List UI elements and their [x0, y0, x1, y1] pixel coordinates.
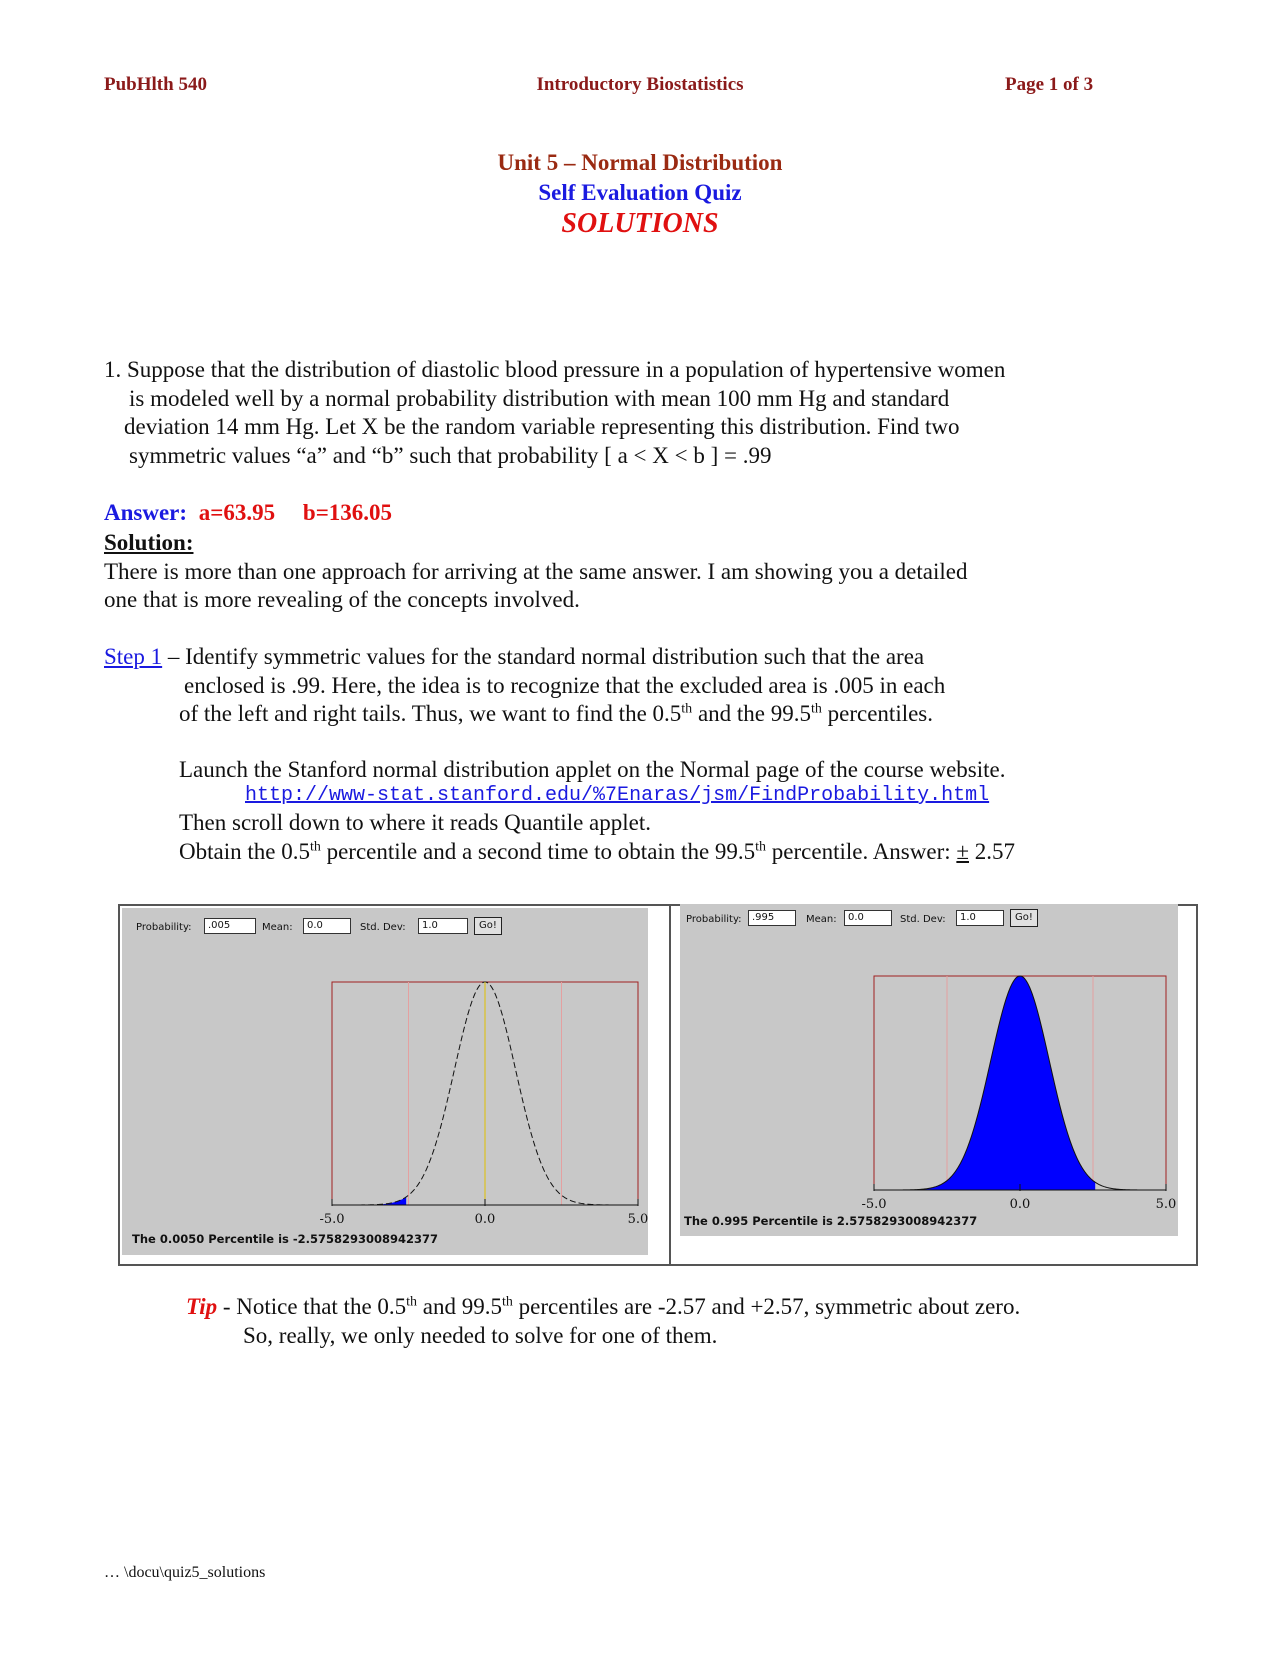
solution	[104, 529, 1204, 615]
mean-label: Mean:	[806, 914, 837, 925]
applet-right-panel	[680, 904, 1178, 1236]
x-tick-label: 0.0	[474, 1212, 496, 1227]
tip-line: Tip - Notice that the 0.5th and 99.5th percentiles are -2.57 and +2.57, symmetric about zero.	[186, 1294, 1021, 1319]
solution-line: There is more than one approach for arriving at the same answer. I am showing you a detailed	[104, 558, 968, 584]
launch-line: Launch the Stanford normal distribution applet on the Normal page of the course website.	[179, 757, 1006, 782]
tip	[186, 1293, 1246, 1350]
x-tick-label: 5.0	[1155, 1197, 1177, 1212]
header-title: Introductory Biostatistics	[536, 74, 744, 95]
obtain-line: Obtain the 0.5th percentile and a second time to obtain the 99.5th percentile. Answer: ± 2.57	[179, 838, 1015, 864]
solutions-title: SOLUTIONS	[561, 208, 719, 239]
step1-line: enclosed is .99. Here, the idea is to recognize that the excluded area is .005 in each	[184, 672, 946, 698]
percentile-result: The 0.0050 Percentile is -2.5758293008942377	[132, 1232, 439, 1246]
right-density-chart	[680, 904, 1178, 1236]
answer-b: b=136.05	[302, 500, 393, 525]
mean-input[interactable]: 0.0	[844, 910, 892, 926]
question-line: is modeled well by a normal probability distribution with mean 100 mm Hg and standard	[129, 385, 950, 411]
solution-line: one that is more revealing of the concepts involved.	[104, 587, 580, 612]
go-button[interactable]: Go!	[474, 917, 502, 935]
question-line: symmetric values “a” and “b” such that probability [ a < X < b ] = .99	[129, 442, 772, 468]
std-dev-input[interactable]: 1.0	[418, 918, 468, 934]
probability-label: Probability:	[686, 914, 742, 925]
probability-input[interactable]: .995	[748, 910, 796, 926]
go-button[interactable]: Go!	[1010, 909, 1038, 927]
question-line: 1. Suppose that the distribution of diastolic blood pressure in a population of hypertensive women	[104, 357, 1006, 382]
x-tick-label: -5.0	[319, 1212, 345, 1227]
launch-instructions	[179, 756, 1239, 785]
x-tick-label: 0.0	[1009, 1197, 1031, 1212]
percentile-result: The 0.995 Percentile is 2.5758293008942377	[684, 1214, 978, 1228]
step1	[104, 643, 1224, 729]
footer-path: … \docu\quiz5_solutions	[104, 1564, 266, 1581]
mean-label: Mean:	[262, 922, 293, 933]
std-dev-input[interactable]: 1.0	[956, 910, 1004, 926]
x-tick-label: 5.0	[627, 1212, 648, 1227]
header-page-number: Page 1 of 3	[1005, 74, 1094, 95]
std-dev-label: Std. Dev:	[360, 922, 406, 933]
scroll-instructions	[179, 809, 1239, 866]
quiz-title: Self Evaluation Quiz	[538, 180, 742, 205]
std-dev-label: Std. Dev:	[900, 914, 946, 925]
solution-heading: Solution:	[104, 530, 194, 555]
tip-label: Tip	[186, 1294, 218, 1319]
step1-link[interactable]: Step 1	[104, 644, 163, 669]
applet-url-link[interactable]: http://www-stat.stanford.edu/%7Enaras/jsm/FindProbability.html	[245, 784, 990, 807]
answer-a: a=63.95	[198, 500, 276, 525]
question	[104, 356, 1204, 470]
mean-input[interactable]: 0.0	[303, 918, 351, 934]
figure-divider	[669, 904, 671, 1266]
answer-line	[104, 500, 392, 526]
shaded-area	[874, 976, 1095, 1190]
shaded-area	[332, 1197, 406, 1205]
x-tick-label: -5.0	[861, 1197, 887, 1212]
step1-line-percentiles: of the left and right tails. Thus, we want to find the 0.5th and the 99.5th percentiles.	[179, 701, 934, 726]
scroll-line: Then scroll down to where it reads Quantile applet.	[179, 810, 651, 835]
tip-line: So, really, we only needed to solve for one of them.	[243, 1322, 718, 1348]
step1-line: – Identify symmetric values for the standard normal distribution such that the area	[162, 644, 925, 669]
question-line: deviation 14 mm Hg. Let X be the random variable representing this distribution. Find two	[124, 414, 960, 439]
answer-label: Answer:	[104, 500, 188, 525]
unit-title: Unit 5 – Normal Distribution	[497, 150, 783, 175]
applet-left-panel	[122, 908, 648, 1255]
header-course: PubHlth 540	[104, 74, 207, 95]
probability-label: Probability:	[136, 922, 192, 933]
probability-input[interactable]: .005	[204, 918, 256, 934]
left-density-chart	[122, 908, 648, 1255]
